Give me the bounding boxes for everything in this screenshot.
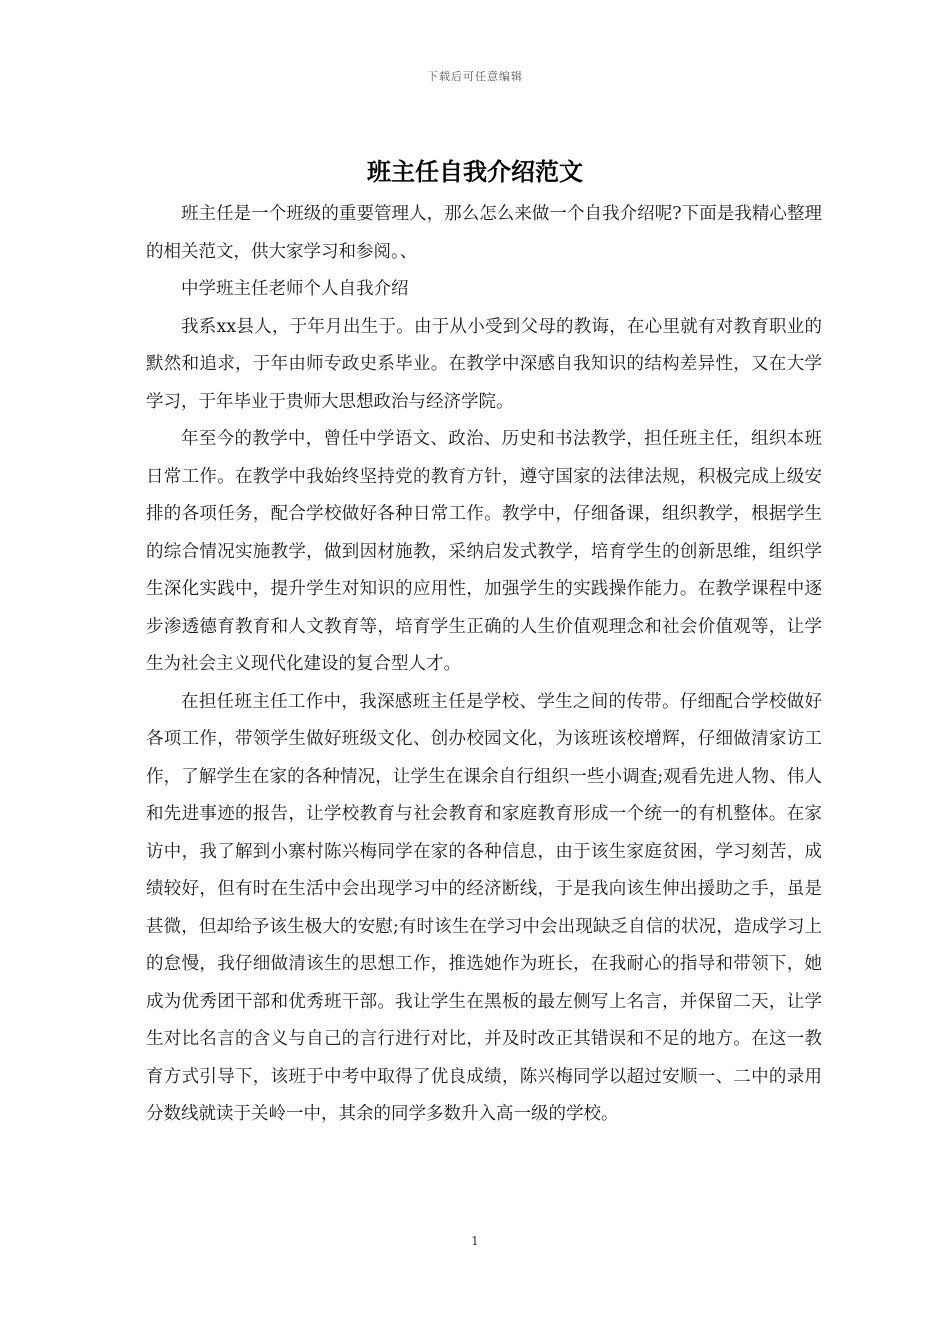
header-note: 下载后可任意编辑 (427, 70, 523, 83)
paragraph-intro: 班主任是一个班级的重要管理人，那么怎么来做一个自我介绍呢?下面是我精心整理的相关范文，供大家学习和参阅。、 (146, 204, 822, 262)
paragraph-background: 我系xx县人，于年月出生于。由于从小受到父母的教诲，在心里就有对教育职业的默然和追求，于年由师专政史系毕业。在教学中深感自我知识的结构差异性，又在大学学习，于年毕业于贵师大思想政治与经济学院。 (146, 316, 822, 412)
paragraph-teaching: 年至今的教学中，曾任中学语文、政治、历史和书法教学，担任班主任，组织本班日常工作。在教学中我始终坚持党的教育方针，遵守国家的法律法规，积极完成上级安排的各项任务，配合学校做好各种日常工作。教学中，仔细备课，组织教学，根据学生的综合情况实施教学，做到因材施教，采纳启发式教学，培育学生的创新思维，组织学生深化实践中，提升学生对知识的应用性，加强学生的实践操作能力。在教学课程中逐步渗透德育教育和人文教育等，培育学生正确的人生价值观理念和社会价值观等，让学生为社会主义现代化建设的复合型人才。 (146, 429, 822, 674)
page-number: 1 (471, 1234, 479, 1248)
document-title: 班主任自我介绍范文 (367, 157, 583, 186)
paragraph-subheading: 中学班主任老师个人自我介绍 (181, 279, 409, 299)
paragraph-head-teacher-work: 在担任班主任工作中，我深感班主任是学校、学生之间的传带。仔细配合学校做好各项工作，带领学生做好班级文化、创办校园文化，为该班该校增辉，仔细做清家访工作，了解学生在家的各种情况，让学生在课余自行组织一些小调查;观看先进人物、伟人和先进事迹的报告，让学校教育与社会教育和家庭教育形成一个统一的有机整体。在家访中，我了解到小寨村陈兴梅同学在家的各种信息，由于该生家庭贫困，学习刻苦，成绩较好，但有时在生活中会出现学习中的经济断线，于是我向该生伸出援助之手，虽是甚微，但却给予该生极大的安慰;有时该生在学习中会出现缺乏自信的状况，造成学习上的怠慢，我仔细做清该生的思想工作，推选她作为班长，在我耐心的指导和带领下，她成为优秀团干部和优秀班干部。我让学生在黑板的最左侧写上名言，并保留二天，让学生对比名言的含义与自己的言行进行对比，并及时改正其错误和不足的地方。在这一教育方式引导下，该班于中考中取得了优良成绩，陈兴梅同学以超过安顺一、二中的录用分数线就读于关岭一中，其余的同学多数升入高一级的学校。 (146, 691, 822, 1124)
document-body (146, 196, 822, 1134)
